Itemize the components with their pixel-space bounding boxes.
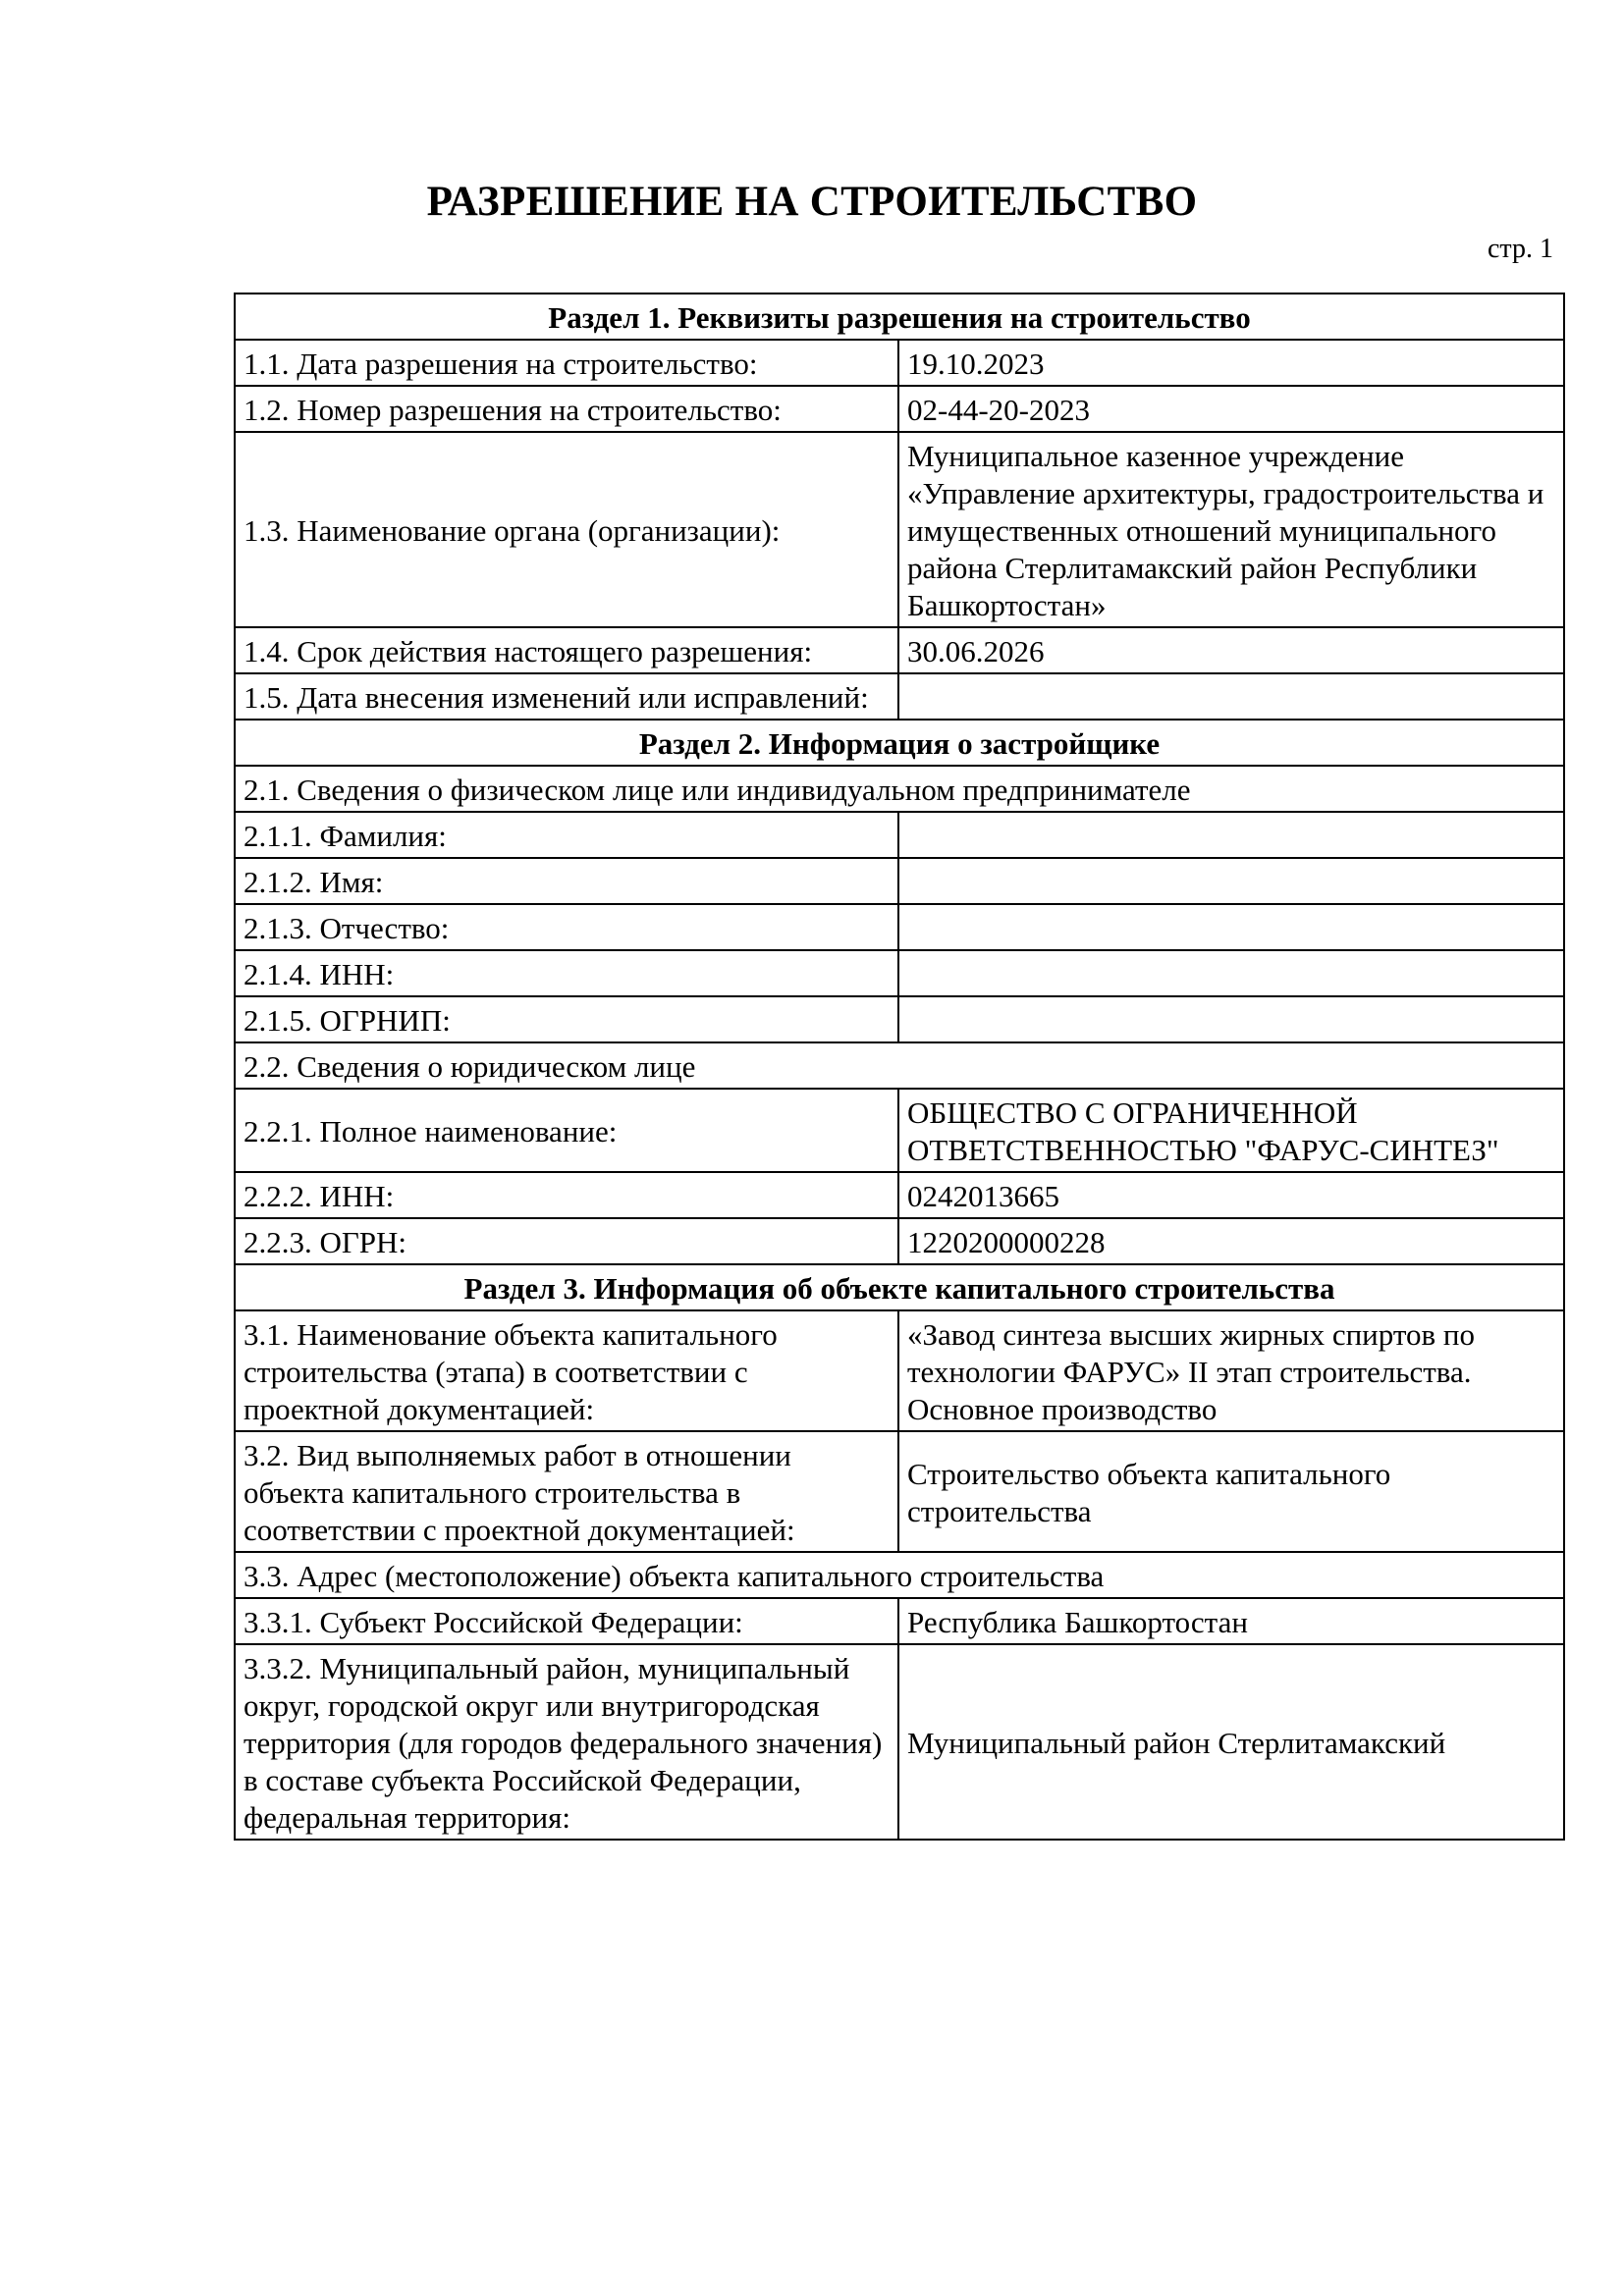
- municipality-label: 3.3.2. Муниципальный район, муниципальный округ, городской округ или внутригородская территория (для городов федерального значения) в составе субъекта Российской Федерации, федеральная территория:: [235, 1644, 898, 1840]
- object-name-label: 3.1. Наименование объекта капитального строительства (этапа) в соответствии с проектной документацией:: [235, 1310, 898, 1431]
- work-type-value: Строительство объекта капитального строительства: [898, 1431, 1564, 1552]
- address-subheader: 3.3. Адрес (местоположение) объекта капитального строительства: [235, 1552, 1564, 1598]
- first-name-value: [898, 858, 1564, 904]
- table-row: [235, 1598, 1564, 1644]
- section-2-header: Раздел 2. Информация о застройщике: [235, 720, 1564, 766]
- individual-inn-value: [898, 950, 1564, 996]
- table-row: [235, 1310, 1564, 1431]
- table-row: [235, 1431, 1564, 1552]
- ogrnip-value: [898, 996, 1564, 1042]
- work-type-label: 3.2. Вид выполняемых работ в отношении объекта капитального строительства в соответствии с проектной документацией:: [235, 1431, 898, 1552]
- individual-inn-label: 2.1.4. ИНН:: [235, 950, 898, 996]
- permit-table: [234, 293, 1565, 1841]
- table-row: [235, 1172, 1564, 1218]
- table-row: [235, 627, 1564, 673]
- surname-value: [898, 812, 1564, 858]
- first-name-label: 2.1.2. Имя:: [235, 858, 898, 904]
- surname-label: 2.1.1. Фамилия:: [235, 812, 898, 858]
- table-row: [235, 1042, 1564, 1089]
- table-row: [235, 1552, 1564, 1598]
- legal-inn-value: 0242013665: [898, 1172, 1564, 1218]
- page-number: стр. 1: [1487, 234, 1553, 264]
- table-row: [235, 996, 1564, 1042]
- table-row: [235, 858, 1564, 904]
- table-row: [235, 904, 1564, 950]
- permit-date-value: 19.10.2023: [898, 340, 1564, 386]
- table-row: [235, 950, 1564, 996]
- validity-label: 1.4. Срок действия настоящего разрешения:: [235, 627, 898, 673]
- table-row: [235, 1089, 1564, 1172]
- permit-number-label: 1.2. Номер разрешения на строительство:: [235, 386, 898, 432]
- amendment-date-label: 1.5. Дата внесения изменений или исправлений:: [235, 673, 898, 720]
- table-row: [235, 766, 1564, 812]
- issuing-authority-label: 1.3. Наименование органа (организации):: [235, 432, 898, 627]
- section-3-header: Раздел 3. Информация об объекте капитального строительства: [235, 1264, 1564, 1310]
- federal-subject-value: Республика Башкортостан: [898, 1598, 1564, 1644]
- municipality-value: Муниципальный район Стерлитамакский: [898, 1644, 1564, 1840]
- table-row: [235, 1644, 1564, 1840]
- table-row: [235, 812, 1564, 858]
- section-3-header-row: [235, 1264, 1564, 1310]
- validity-value: 30.06.2026: [898, 627, 1564, 673]
- document-title: РАЗРЕШЕНИЕ НА СТРОИТЕЛЬСТВО: [426, 179, 1198, 225]
- patronymic-value: [898, 904, 1564, 950]
- full-name-value: ОБЩЕСТВО С ОГРАНИЧЕННОЙ ОТВЕТСТВЕННОСТЬЮ "ФАРУС-СИНТЕЗ": [898, 1089, 1564, 1172]
- legal-entity-subheader: 2.2. Сведения о юридическом лице: [235, 1042, 1564, 1089]
- section-2-header-row: [235, 720, 1564, 766]
- table-row: [235, 340, 1564, 386]
- ogrn-value: 1220200000228: [898, 1218, 1564, 1264]
- table-row: [235, 432, 1564, 627]
- ogrn-label: 2.2.3. ОГРН:: [235, 1218, 898, 1264]
- section-1-header-row: [235, 294, 1564, 340]
- patronymic-label: 2.1.3. Отчество:: [235, 904, 898, 950]
- issuing-authority-value: Муниципальное казенное учреждение «Управление архитектуры, градостроительства и имущественных отношений муниципального района Стерлитамакский район Республики Башкортостан»: [898, 432, 1564, 627]
- amendment-date-value: [898, 673, 1564, 720]
- legal-inn-label: 2.2.2. ИНН:: [235, 1172, 898, 1218]
- section-1-header: Раздел 1. Реквизиты разрешения на строительство: [235, 294, 1564, 340]
- permit-date-label: 1.1. Дата разрешения на строительство:: [235, 340, 898, 386]
- federal-subject-label: 3.3.1. Субъект Российской Федерации:: [235, 1598, 898, 1644]
- full-name-label: 2.2.1. Полное наименование:: [235, 1089, 898, 1172]
- table-row: [235, 673, 1564, 720]
- table-row: [235, 386, 1564, 432]
- permit-number-value: 02-44-20-2023: [898, 386, 1564, 432]
- object-name-value: «Завод синтеза высших жирных спиртов по технологии ФАРУС» II этап строительства. Основное производство: [898, 1310, 1564, 1431]
- individual-subheader: 2.1. Сведения о физическом лице или индивидуальном предпринимателе: [235, 766, 1564, 812]
- ogrnip-label: 2.1.5. ОГРНИП:: [235, 996, 898, 1042]
- table-row: [235, 1218, 1564, 1264]
